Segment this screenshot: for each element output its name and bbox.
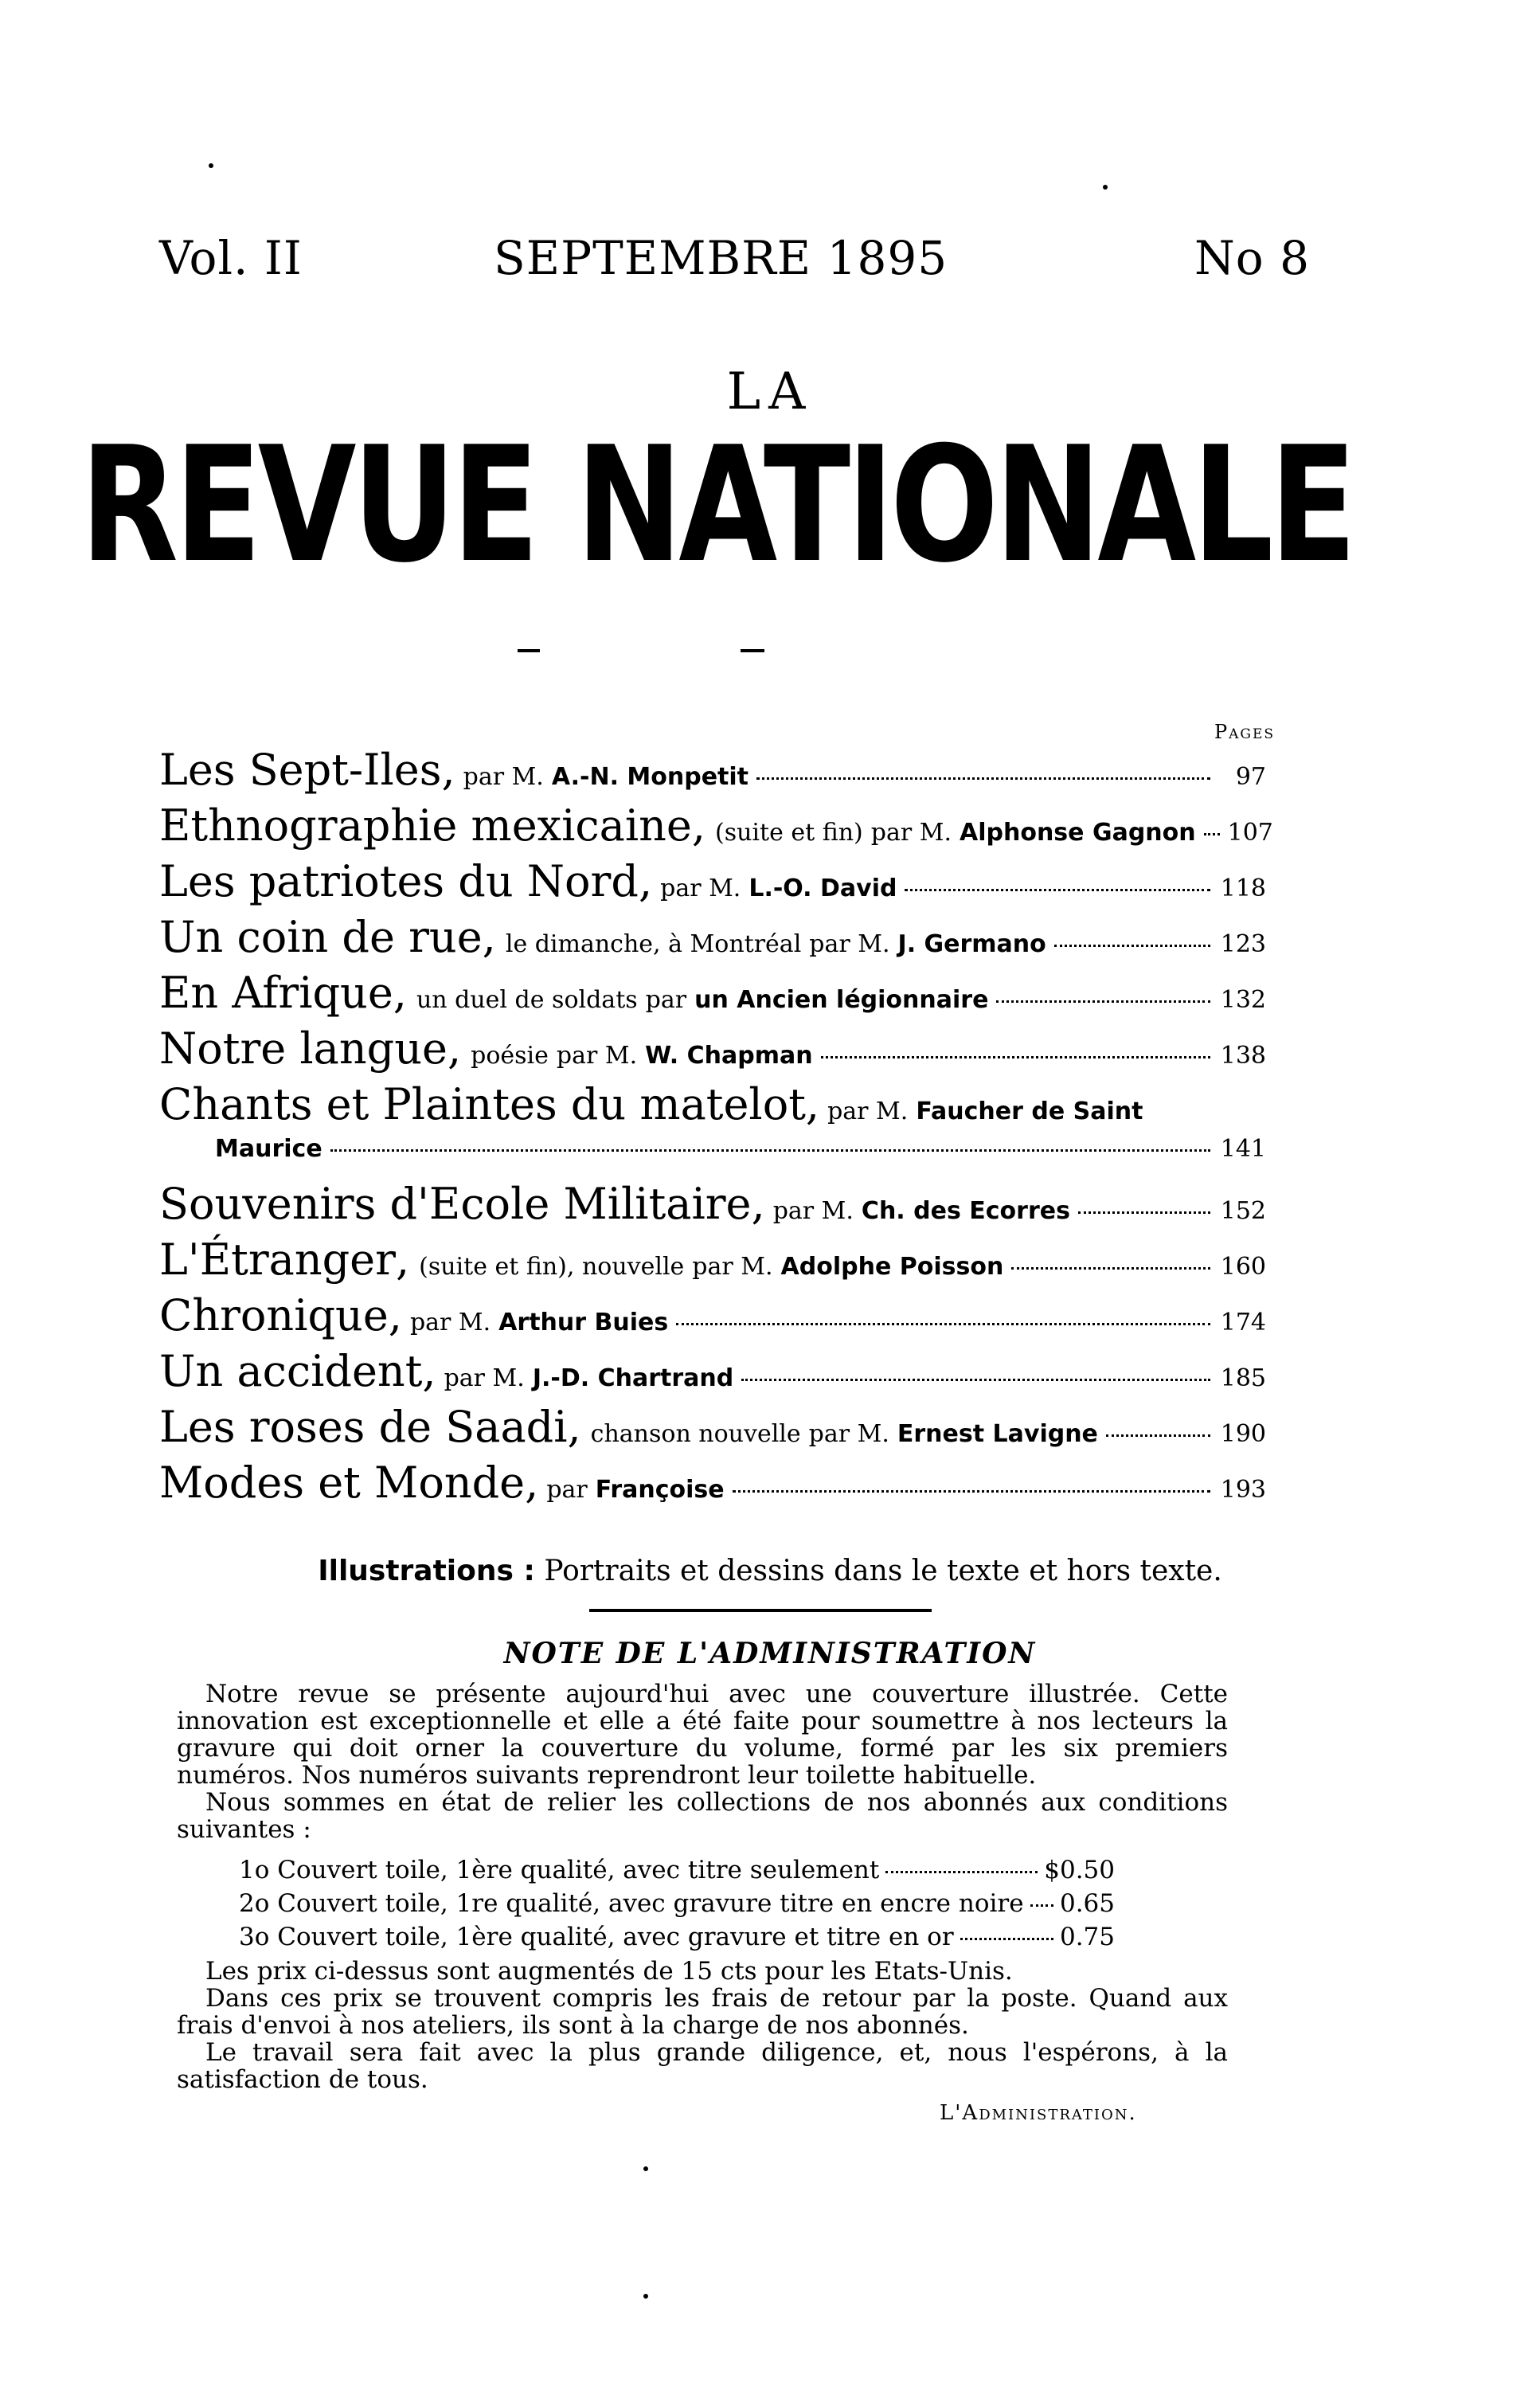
toc-entry [159, 912, 1266, 961]
masthead-article: LA [726, 362, 814, 421]
toc-entry-title: Les Sept-Iles [159, 745, 442, 795]
price-row [239, 1923, 1115, 1950]
toc-leader-dots [1054, 945, 1210, 947]
toc-entry-author: A.-N. Monpetit [551, 763, 749, 791]
toc-entry-page: 132 [1220, 986, 1266, 1014]
illustrations-label: Illustrations : [318, 1555, 535, 1587]
toc-leader-dots [676, 1323, 1210, 1325]
note-paragraph-3: Les prix ci-dessus sont augmentés de 15 cts pour les Etats-Unis. [205, 1957, 1013, 1986]
toc-leader-dots [1204, 833, 1220, 835]
toc-entry [159, 856, 1266, 906]
toc-entry-page: 174 [1220, 1309, 1266, 1336]
toc-entry-by: par M. [660, 875, 741, 902]
toc-entry [159, 1458, 1266, 1507]
toc-entry-author: Faucher de Saint [916, 1098, 1143, 1125]
scan-speck [643, 2294, 648, 2299]
toc-entry-title: Un accident [159, 1346, 423, 1396]
toc-entry-title: Modes et Monde [159, 1458, 526, 1508]
toc-entry [159, 1079, 1266, 1129]
price-leader-dots [1030, 1904, 1053, 1907]
toc-entry-author: Arthur Buies [498, 1309, 669, 1336]
toc-entry-comma: , [567, 1402, 581, 1452]
toc-entry-comma: , [525, 1458, 539, 1508]
toc-entry [159, 968, 1266, 1017]
volume-label: Vol. II [159, 231, 303, 285]
toc-entry-comma: , [691, 800, 706, 851]
toc-entry-title: Chronique [159, 1290, 389, 1340]
toc-entry-title: Un coin de rue [159, 912, 483, 962]
toc-entry-continuation [215, 1135, 1266, 1175]
toc-entry-author: Françoise [595, 1476, 725, 1504]
toc-entry-author: un Ancien légionnaire [694, 986, 989, 1014]
toc-leader-dots [1078, 1211, 1210, 1214]
toc-entry-comma: , [441, 745, 455, 795]
toc-entry-by: par M. [772, 1197, 854, 1225]
toc-entry-comma: , [447, 1023, 462, 1074]
issue-number: No 8 [1194, 231, 1311, 285]
toc-entry-by: par M. [409, 1309, 491, 1336]
toc-entry-by: par M. [808, 1420, 889, 1448]
toc-entry [159, 745, 1266, 794]
toc-entry [159, 1402, 1266, 1451]
toc-entry-title: Ethnographie mexicaine [159, 800, 692, 851]
ornament-dash-right [741, 649, 764, 652]
price-amount: 0.65 [1059, 1889, 1115, 1918]
pages-column-label: Pages [1214, 721, 1276, 743]
price-label: 3o Couvert toile, 1ère qualité, avec gravure et titre en or [239, 1923, 954, 1951]
toc-entry-page: 193 [1220, 1476, 1266, 1504]
price-label: 1o Couvert toile, 1ère qualité, avec titre seulement [239, 1856, 880, 1884]
toc-entry [159, 1290, 1266, 1340]
toc-entry-page: 152 [1220, 1197, 1266, 1225]
scan-speck [209, 163, 213, 168]
toc-entry-page: 118 [1220, 875, 1266, 902]
note-signature: L'Administration. [940, 2101, 1137, 2125]
toc-entry-author-continued: Maurice [215, 1135, 322, 1163]
toc-entry-author: W. Chapman [645, 1042, 813, 1070]
toc-leader-dots [741, 1379, 1210, 1381]
toc-entry-subtitle: poésie [471, 1042, 549, 1070]
scan-speck [1103, 185, 1108, 190]
toc-entry-comma: , [805, 1079, 820, 1129]
toc-leader-dots [756, 777, 1210, 780]
toc-entry-title: Notre langue [159, 1023, 448, 1074]
toc-entry-page: 190 [1220, 1420, 1266, 1448]
toc-entry-by: par M. [444, 1364, 525, 1392]
toc-entry-by: par [546, 1476, 588, 1504]
toc-entry-page: 97 [1235, 763, 1266, 791]
toc-entry-comma: , [395, 1235, 410, 1285]
masthead-title-text: REVUE NATIONALE [80, 413, 1354, 598]
section-divider [589, 1609, 932, 1612]
toc-entry-subtitle: le dimanche, à Montréal [505, 930, 802, 958]
scan-speck [643, 2166, 648, 2171]
toc-entry-by: par M. [809, 930, 890, 958]
toc-entry-comma: , [482, 912, 496, 962]
toc-entry [159, 1235, 1266, 1284]
toc-entry-title: Les patriotes du Nord [159, 856, 639, 906]
toc-entry [159, 1023, 1266, 1073]
toc-entry-author: Ch. des Ecorres [861, 1197, 1070, 1225]
toc-entry [159, 1346, 1266, 1395]
toc-leader-dots [1106, 1434, 1210, 1437]
toc-entry-page: 107 [1227, 819, 1273, 847]
price-row [239, 1856, 1115, 1883]
price-leader-dots [885, 1871, 1038, 1873]
toc-entry-comma: , [422, 1346, 436, 1396]
note-paragraph-5: Le travail sera fait avec la plus grande diligence, et, nous l'espérons, à la satisfaction de tous. [177, 2038, 1228, 2094]
price-amount: 0.75 [1059, 1923, 1115, 1951]
toc-entry-subtitle: (suite et fin) [715, 819, 863, 847]
toc-entry [159, 1179, 1266, 1228]
toc-leader-dots [330, 1149, 1210, 1152]
toc-entry-subtitle: un duel de soldats [416, 986, 638, 1014]
toc-entry-title: Chants et Plaintes du matelot [159, 1079, 806, 1129]
toc-entry-subtitle: chanson nouvelle [590, 1420, 801, 1448]
toc-leader-dots [1011, 1267, 1210, 1270]
toc-entry-by: par M. [870, 819, 952, 847]
toc-entry-comma: , [388, 1290, 402, 1340]
illustrations-line [0, 1555, 1540, 1587]
toc-entry-by: par M. [827, 1098, 909, 1125]
note-title: NOTE DE L'ADMINISTRATION [503, 1637, 1037, 1670]
masthead-title [80, 413, 1354, 598]
price-label: 2o Couvert toile, 1re qualité, avec gravure titre en encre noire [239, 1889, 1024, 1918]
toc-entry-title: Les roses de Saadi [159, 1402, 568, 1452]
note-paragraph-2: Nous sommes en état de relier les collections de nos abonnés aux conditions suivantes : [177, 1788, 1228, 1844]
toc-entry-by: par M. [692, 1253, 773, 1281]
toc-leader-dots [821, 1056, 1210, 1058]
toc-entry-author: Alphonse Gagnon [960, 819, 1196, 847]
toc-entry-page: 141 [1220, 1135, 1266, 1163]
toc-leader-dots [733, 1490, 1210, 1493]
toc-entry-page: 138 [1220, 1042, 1266, 1070]
toc-entry-page: 185 [1220, 1364, 1266, 1392]
toc-entry-title: En Afrique [159, 968, 393, 1018]
toc-entry-author: J.-D. Chartrand [532, 1364, 734, 1392]
toc-entry-title: L'Étranger [159, 1235, 396, 1285]
toc-entry-title: Souvenirs d'Ecole Militaire [159, 1179, 752, 1229]
toc-entry-by: par M. [463, 763, 544, 791]
toc-entry-author: L.-O. David [749, 875, 897, 902]
toc-entry-comma: , [638, 856, 653, 906]
issue-date: SEPTEMBRE 1895 [494, 231, 948, 285]
toc-entry-page: 160 [1220, 1253, 1266, 1281]
toc-entry-subtitle: (suite et fin), nouvelle [419, 1253, 685, 1281]
toc-entry-author: Adolphe Poisson [780, 1253, 1004, 1281]
price-leader-dots [960, 1938, 1053, 1940]
toc-entry-by: par M. [556, 1042, 638, 1070]
toc-entry [159, 800, 1273, 851]
ornament-dash-left [518, 649, 540, 652]
toc-leader-dots [996, 1000, 1210, 1003]
toc-entry-author: J. Germano [897, 930, 1046, 958]
note-paragraph-1: Notre revue se présente aujourd'hui avec une couverture illustrée. Cette innovation est exceptionnelle et elle a été faite pour soumettre à nos lecteurs la gravure qui doit orner la couverture du volume, formé par les six premiers numéros. Nos numéros suivants reprendront leur toilette habituelle. [177, 1680, 1228, 1790]
toc-entry-author: Ernest Lavigne [897, 1420, 1098, 1448]
toc-entry-comma: , [393, 968, 407, 1018]
toc-leader-dots [905, 889, 1210, 891]
toc-entry-comma: , [751, 1179, 765, 1229]
price-amount: $0.50 [1044, 1856, 1115, 1884]
illustrations-text: Portraits et dessins dans le texte et hors texte. [544, 1555, 1222, 1587]
price-row [239, 1889, 1115, 1916]
note-paragraph-4: Dans ces prix se trouvent compris les frais de retour par la poste. Quand aux frais d'envoi à nos ateliers, ils sont à la charge de nos abonnés. [177, 1984, 1228, 2040]
toc-entry-by: par [645, 986, 687, 1014]
toc-entry-page: 123 [1220, 930, 1266, 958]
